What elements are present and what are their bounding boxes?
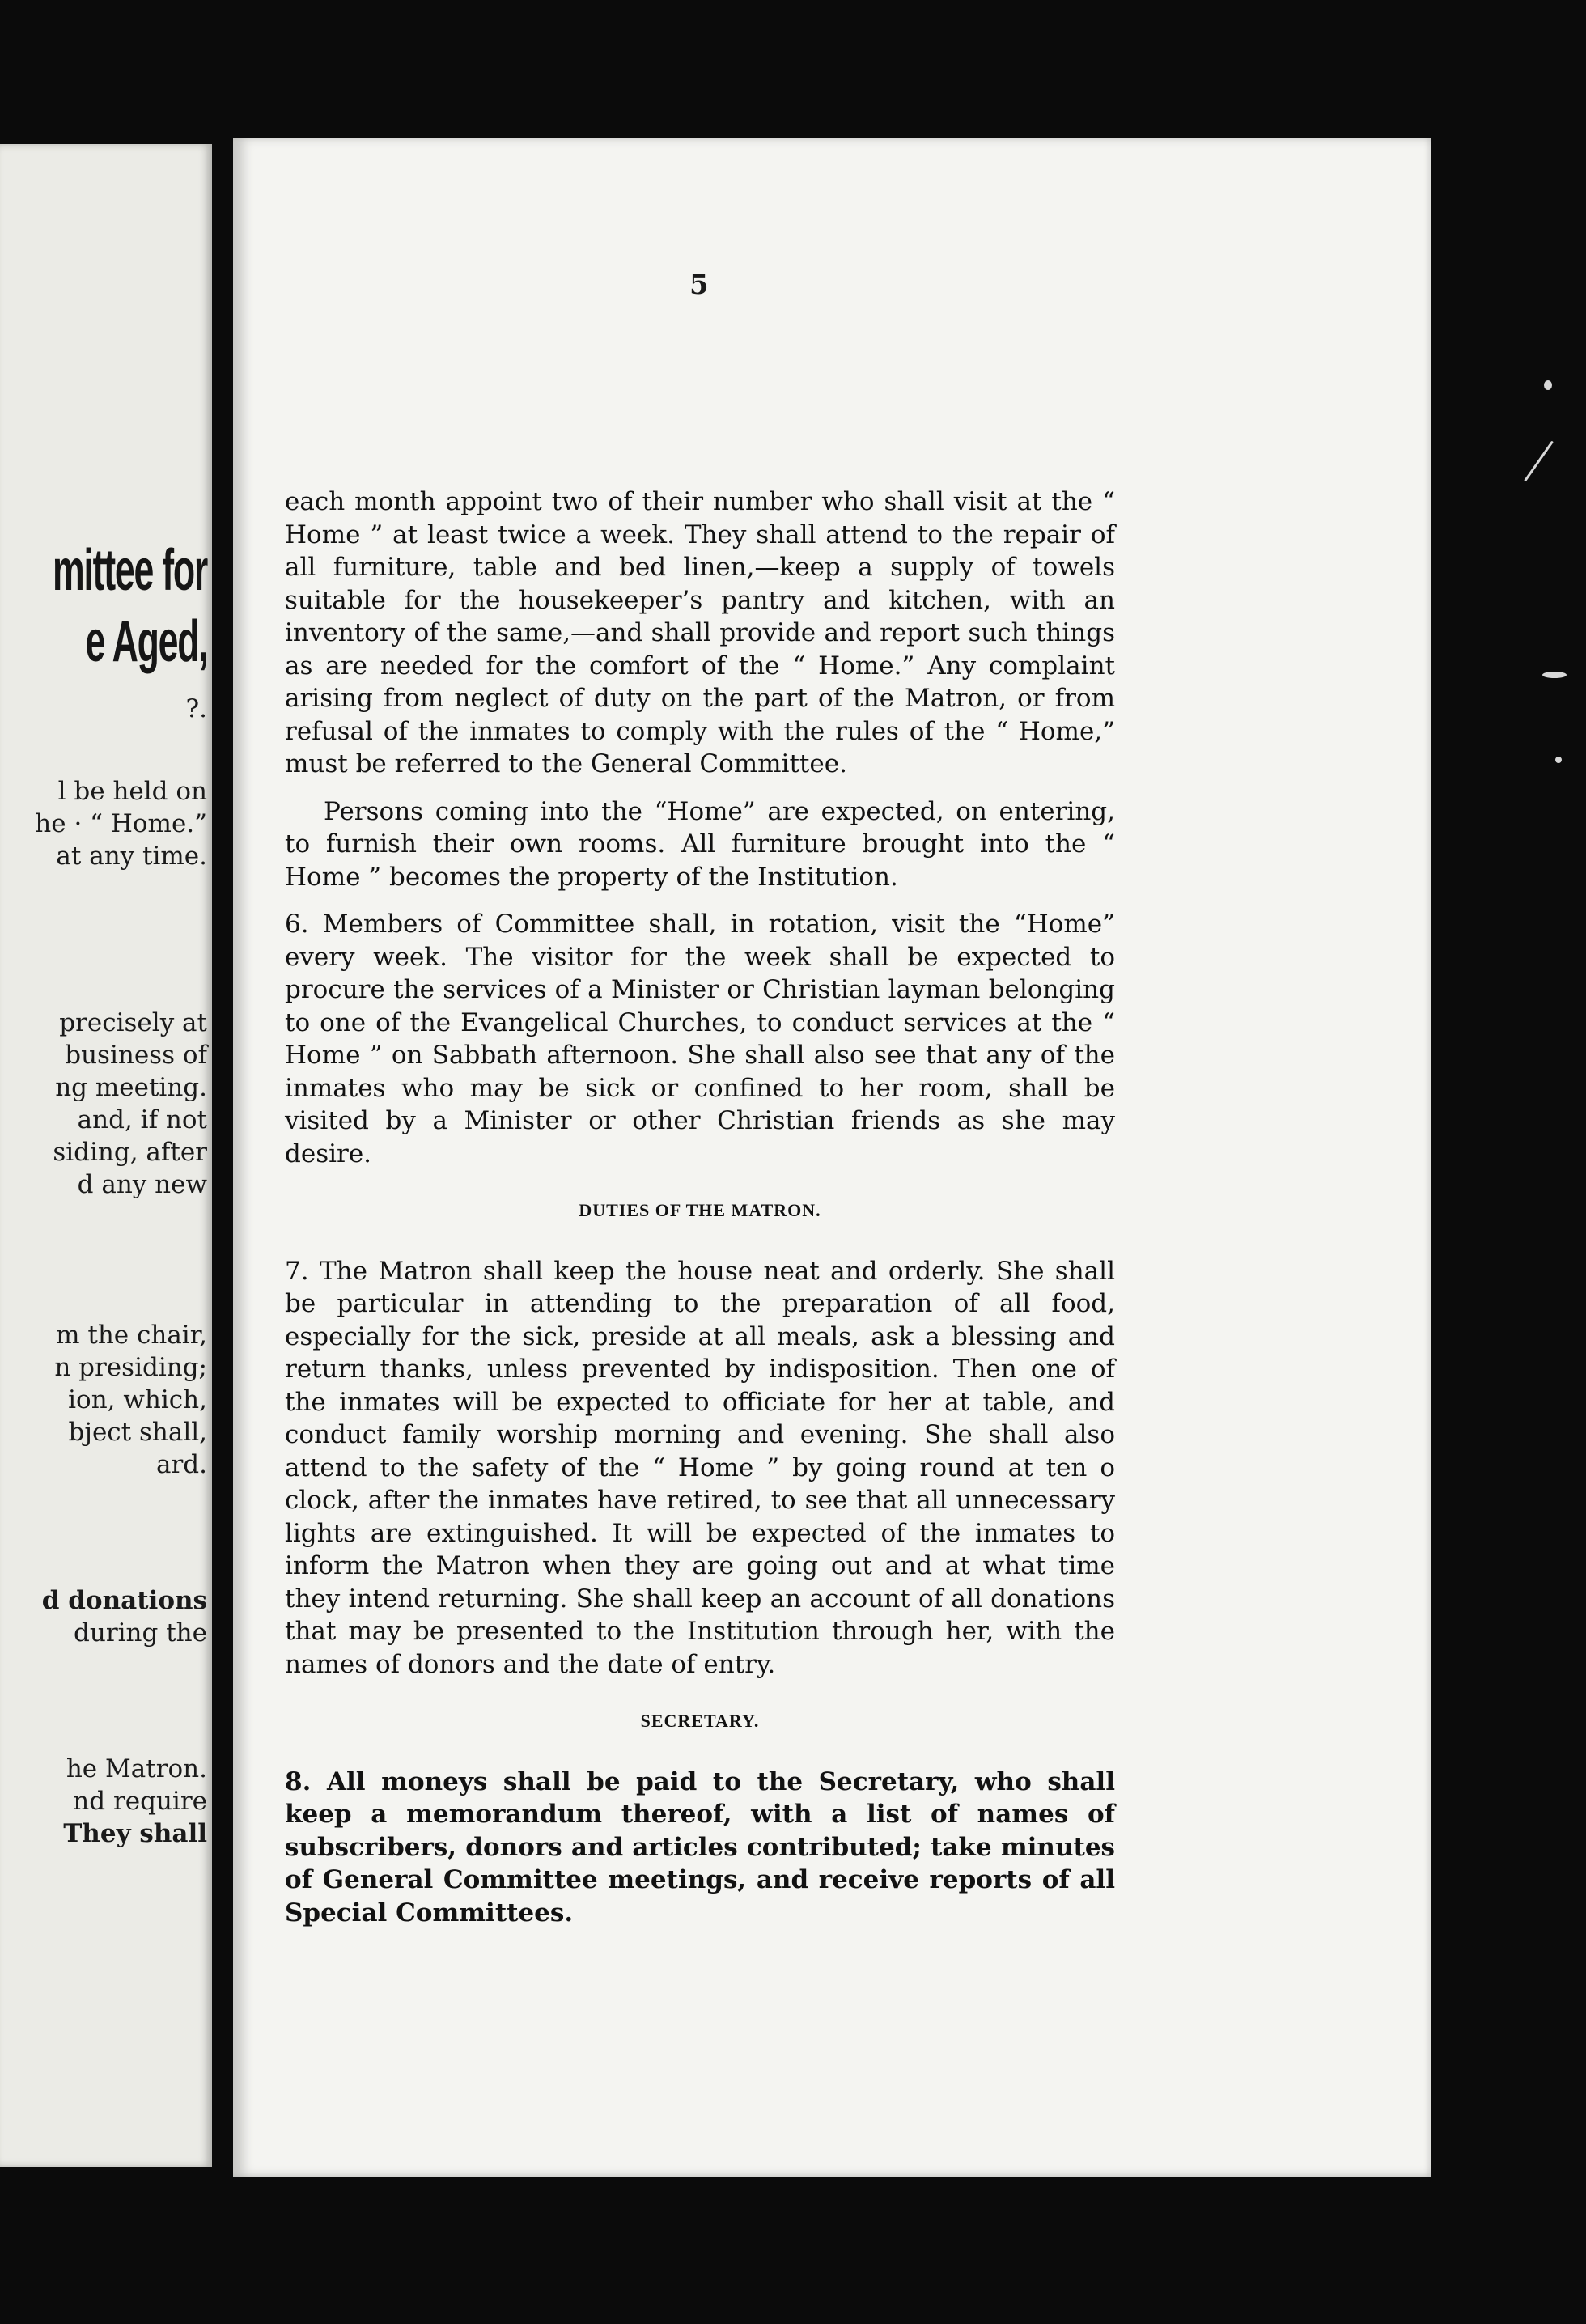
heading-duties-of-matron: DUTIES OF THE MATRON. (579, 1200, 821, 1220)
left-line-fragment: bject shall, (68, 1418, 207, 1447)
paragraph-rule-7: 7. The Matron shall keep the house neat and orderly. She shall be particular in attending to the preparation of all food, especially for the sick, preside at all meals, ask a blessing and return thanks, unless prevented by indisposition. Then one of the inmates will be expected to officiate for her at table, and conduct family worship morning and evening. She shall also attend to the safety of the “ Home ” by going round at ten o clock, after the inmates have retired, to see that all unnecessary lights are extinguished. It will be expected of the inmates to inform the Matron when they are going out and at what time they intend returning. She shall keep an account of all donations that may be presented to the Institution through her, with the names of donors and the date of entry. (285, 1256, 1115, 1679)
heading-secretary: SECRETARY. (640, 1711, 760, 1731)
scan-dust-speck (1544, 380, 1552, 390)
left-line-fragment: m the chair, (56, 1321, 207, 1350)
left-line-fragment: during the (74, 1618, 207, 1648)
paragraph-persons-entering: Persons coming into the “Home” are expected, on entering, to furnish their own rooms. All furniture brought into the “ Home ” becomes the property of the Institution. (285, 796, 1115, 892)
left-line-fragment: siding, after (53, 1138, 207, 1167)
left-line-fragment: precisely at (59, 1008, 207, 1037)
left-line-fragment: he Matron. (66, 1754, 207, 1783)
left-line-fragment: and, if not (77, 1105, 207, 1134)
scan-scratch (1524, 441, 1554, 482)
left-line-fragment: business of (65, 1041, 207, 1070)
paragraph-rule-8: 8. All moneys shall be paid to the Secretary, who shall keep a memorandum thereof, with a list of names of subscribers, donors and articles contributed; take minutes of General Committee meetings, and receive reports of all Special Committees. (285, 1766, 1115, 1927)
scan-dust-speck (1542, 672, 1567, 678)
left-line-fragment: d donations (41, 1586, 207, 1615)
left-line-fragment: l be held on (57, 777, 207, 806)
left-line-fragment: ard. (156, 1450, 207, 1479)
body-text (285, 486, 1115, 1944)
left-page (0, 144, 212, 2167)
left-line-fragment: at any time. (56, 842, 207, 871)
left-line-fragment: ng meeting. (55, 1073, 207, 1102)
paragraph-rule-6: 6. Members of Committee shall, in rotation, visit the “Home” every week. The visitor for the week shall be expected to procure the services of a Minister or Christian layman belonging to one of the Evangelical Churches, to conduct services at the “ Home ” on Sabbath afternoon. She shall also see that any of the inmates who may be sick or confined to her room, shall be visited by a Minister or other Christian friends as she may desire. (285, 910, 1115, 1168)
page-number: 5 (689, 269, 709, 301)
left-line-fragment: he · “ Home.” (35, 809, 207, 838)
paragraph-committee-duties: each month appoint two of their number who shall visit at the “ Home ” at least twice a week. They shall attend to the repair of all furniture, table and bed linen,—keep a supply of towels suitable for the housekeeper’s pantry and kitchen, with an inventory of the same,—and shall provide and report such things as are needed for the comfort of the “ Home.” Any complaint arising from neglect of duty on the part of the Matron, or from refusal of the inmates to comply with the rules of the “ Home,” must be referred to the General Committee. (285, 487, 1115, 778)
scan-dust-speck (1555, 757, 1562, 763)
left-line-fragment: ion, which, (68, 1385, 207, 1414)
left-line-fragment: ?. (185, 694, 207, 723)
left-line-fragment: They shall (63, 1819, 207, 1848)
left-line-fragment: d any new (77, 1170, 207, 1199)
left-line-fragment: nd require (73, 1787, 207, 1816)
left-line-fragment: n presiding; (54, 1353, 207, 1382)
left-title-line-2: e Aged, (85, 609, 207, 674)
left-title-line-1: mittee for (53, 538, 207, 603)
